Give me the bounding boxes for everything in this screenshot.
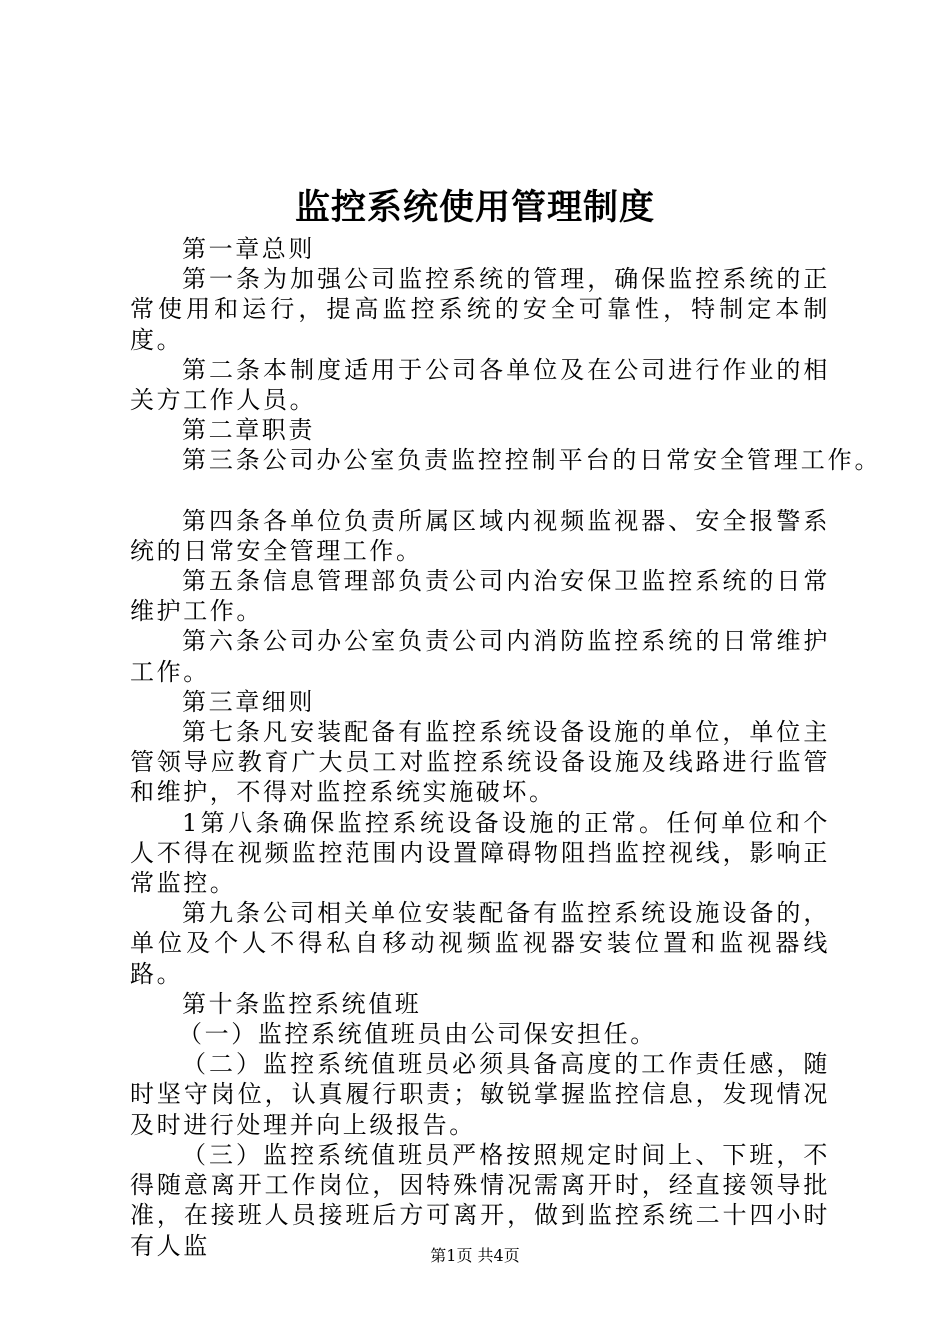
page-number-footer: 第1页 共4页 <box>430 1246 520 1265</box>
article-paragraph: 1第八条确保监控系统设备设施的正常。任何单位和个人不得在视频监控范围内设置障碍物阻挡监控视线，影响正常监控。 <box>130 808 830 898</box>
document-body <box>130 234 882 1261</box>
article-paragraph: 第十条监控系统值班 <box>182 989 422 1018</box>
clause-paragraph: （一）监控系统值班员由公司保安担任。 <box>178 1020 657 1049</box>
article-paragraph: 第四条各单位负责所属区域内视频监视器、安全报警系统的日常安全管理工作。 <box>130 506 830 565</box>
article-paragraph: 第九条公司相关单位安装配备有监控系统设施设备的，单位及个人不得私自移动视频监视器安装位置和监视器线路。 <box>130 899 830 988</box>
article-paragraph: 第七条凡安装配备有监控系统设备设施的单位，单位主管领导应教育广大员工对监控系统设备设施及线路进行监管和维护，不得对监控系统实施破坏。 <box>130 718 830 807</box>
article-paragraph: 第五条信息管理部负责公司内治安保卫监控系统的日常维护工作。 <box>130 567 830 626</box>
chapter-heading: 第一章总则 <box>182 235 315 263</box>
article-paragraph: 第三条公司办公室负责监控控制平台的日常安全管理工作。 <box>182 446 882 475</box>
clause-paragraph: （二）监控系统值班员必须具备高度的工作责任感，随时坚守岗位，认真履行职责；敏锐掌握监控信息，发现情况及时进行处理并向上级报告。 <box>130 1050 830 1139</box>
article-paragraph: 第六条公司办公室负责公司内消防监控系统的日常维护工作。 <box>130 627 830 686</box>
article-paragraph: 第一条为加强公司监控系统的管理，确保监控系统的正常使用和运行，提高监控系统的安全可靠性，特制定本制度。 <box>130 265 830 354</box>
chapter-heading: 第二章职责 <box>182 416 315 445</box>
document-title: 监控系统使用管理制度 <box>294 187 655 228</box>
clause-paragraph: （三）监控系统值班员严格按照规定时间上、下班，不得随意离开工作岗位，因特殊情况需离开时，经直接领导批准，在接班人员接班后方可离开，做到监控系统二十四小时有人监 <box>130 1140 830 1260</box>
article-paragraph: 第二条本制度适用于公司各单位及在公司进行作业的相关方工作人员。 <box>130 355 830 415</box>
chapter-heading: 第三章细则 <box>182 687 315 716</box>
